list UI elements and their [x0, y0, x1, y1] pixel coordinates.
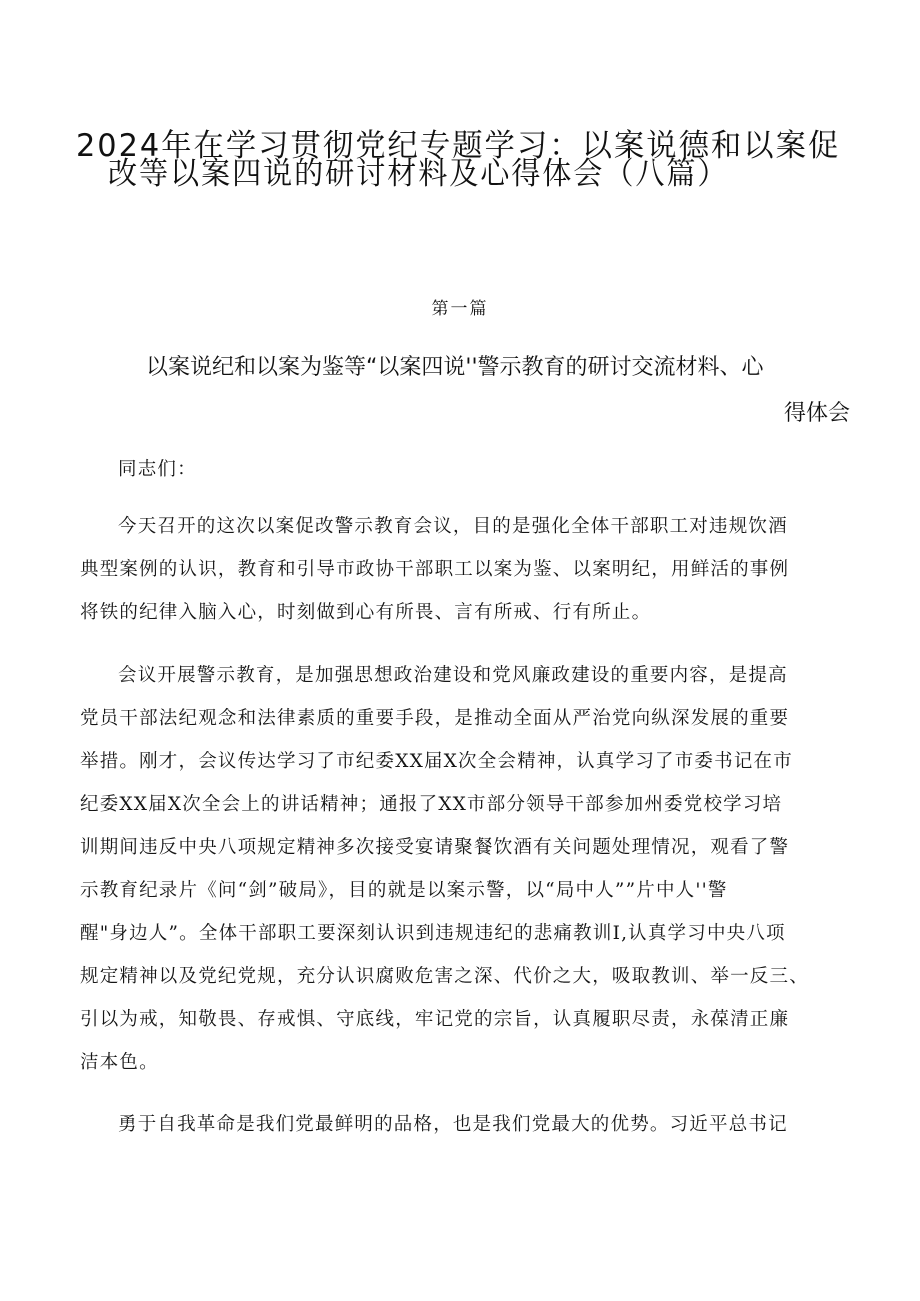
paragraph-2-line: 会议开展警示教育，是加强思想政治建设和党风廉政建设的重要内容，是提高: [118, 665, 788, 686]
paragraph-2-line: 训期间违反中央八项规定精神多次接受宴请聚餐饮酒有关问题处理情况，观看了警: [80, 837, 790, 858]
section-label: 第一篇: [431, 299, 489, 319]
paragraph-3-line: 勇于自我革命是我们党最鲜明的品格，也是我们党最大的优势。习近平总书记: [118, 1114, 788, 1135]
paragraph-1-line: 将铁的纪律入脑入心，时刻做到心有所畏、言有所戒、行有所止。: [80, 602, 652, 623]
paragraph-1-line: 典型案例的认识，教育和引导市政协干部职工以案为鉴、以案明纪，用鲜活的事例: [80, 559, 790, 580]
greeting: 同志们：: [118, 459, 197, 480]
paragraph-2-line: 引以为戒，知敬畏、存戒惧、守底线，牢记党的宗旨，认真履职尽责，永葆清正廉: [80, 1009, 790, 1030]
section-subtitle-line-2: 得体会: [783, 401, 850, 426]
paragraph-1-line: 今天召开的这次以案促改警示教育会议，目的是强化全体干部职工对违规饮酒: [118, 516, 788, 537]
paragraph-2-line: 示教育纪录片《问“剑”破局》，目的就是以案示警，以“局中人””片中人''警: [80, 880, 728, 901]
paragraph-2-line: 规定精神以及党纪党规，充分认识腐败危害之深、代价之大，吸取教训、举一反三、: [80, 966, 809, 987]
paragraph-2-line: 党员干部法纪观念和法律素质的重要手段，是推动全面从严治党向纵深发展的重要: [80, 708, 790, 729]
section-subtitle-line-1: 以案说纪和以案为鉴等“以案四说''警示教育的研讨交流材料、心: [146, 355, 764, 380]
document-title-line-1: 2024年在学习贯彻党纪专题学习：以案说德和以案促: [76, 128, 841, 164]
document-title-line-2: 改等以案四说的研讨材料及心得体会（八篇）: [108, 156, 729, 192]
paragraph-2-line: 洁本色。: [80, 1052, 159, 1073]
paragraph-2-line: 举措。刚才，会议传达学习了市纪委XX届X次全会精神，认真学习了市委书记在市: [80, 751, 793, 772]
paragraph-2-line: 纪委XX届X次全会上的讲话精神；通报了XX市部分领导干部参加州委党校学习培: [80, 794, 783, 815]
paragraph-2-line: 醒"身边人”。全体干部职工要深刻认识到违规违纪的悲痛教训I,认真学习中央八项: [80, 923, 786, 944]
